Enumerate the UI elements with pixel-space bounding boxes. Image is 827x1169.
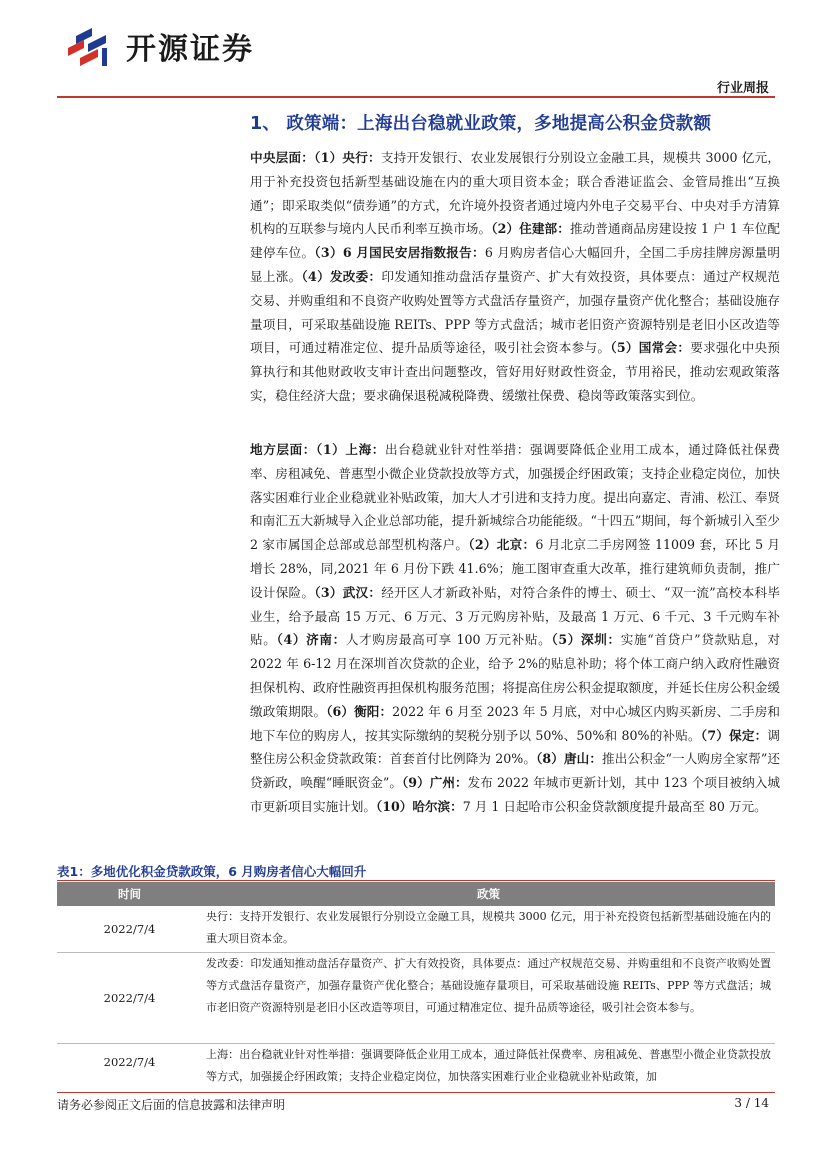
table-title-divider (57, 880, 775, 881)
baoding-label: （7）保定： (700, 727, 768, 743)
beijing-label: （2）北京： (468, 537, 536, 553)
state-council-label: （5）国常会： (610, 340, 691, 356)
brand-mark-icon (62, 22, 114, 70)
guangzhou-label: （9）广州： (401, 775, 468, 791)
table-cell-date: 2022/7/4 (103, 922, 156, 936)
report-type: 行业周报 (716, 81, 769, 96)
section-title: 1、 政策端：上海出台稳就业政策，多地提高公积金贷款额 (250, 114, 712, 134)
table-cell-date: 2022/7/4 (103, 991, 156, 1005)
table-row (57, 953, 775, 1044)
jinan-label: （4）济南： (276, 632, 346, 648)
brand-name: 开源证券 (126, 32, 254, 67)
housing-index-label: （3）6 月国民安居指数报告： (314, 245, 485, 261)
table-header-date: 时间 (118, 887, 141, 901)
table-cell-policy: 上海：出台稳就业针对性举措：强调要降低企业用工成本，通过降低社保费率、房租减免、普惠型小微企业贷款投放等方式，加强援企纾困政策；支持企业稳定岗位，加快落实困难行业企业稳就业补贴政策，加 (206, 1048, 771, 1083)
table-header-policy: 政策 (477, 887, 500, 901)
central-pboc-text: 支持开发银行、农业发展银行分别设立金融工具，规模共 3000 亿元，用于补充投资包括新型基础设施在内的重大项目资本金；联合香港证监会、金管局推出“互换通”；即采取类似“债券通”的方式，允许境外投资者通过境内外电子交易平台、中央对手方清算机构的互联参与境内人民币利率互换市场。 (250, 150, 780, 237)
harbin-text: 7 月 1 日起哈市公积金贷款额度提升最高至 80 万元。 (462, 798, 767, 814)
guangzhou-text: 发布 2022 年城市更新计划，其中 123 个项目被纳入城市更新项目实施计划。 (250, 775, 780, 814)
shanghai-label: 地方层面：（1）上海： (250, 442, 385, 457)
jinan-text: 人才购房最高可享 100 万元补贴。 (345, 632, 552, 648)
tangshan-label: （8）唐山： (536, 751, 603, 767)
tangshan-text: 推出公积金“一人购房全家帮”还贷新政，唤醒“睡眠资金”。 (250, 751, 780, 791)
wuhan-text: 经开区人才新政补贴，对符合条件的博士、硕士、“双一流”高校本科毕业生，给予最高 15 万元、6 万元、3 万元购房补贴，及最高 1 万元、6 千元、3 千元购车补贴。 (250, 584, 780, 648)
table-cell-date: 2022/7/4 (103, 1055, 156, 1069)
shenzhen-text: 实施“首贷户”贷款贴息，对 2022 年 6-12 月在深圳首次贷款的企业，给予 2%的贴息补助；将个体工商户纳入政府性融资担保机构、政府性融资再担保机构服务范围；将提高住房公积金提取额度，并延长住房公积金缓缴政策期限。 (250, 632, 781, 719)
brand-logo (62, 22, 254, 70)
mohurd-text: 推动普通商品房建设按 1 户 1 车位配建停车位。 (250, 221, 780, 261)
baoding-text: 调整住房公积金贷款政策：首套首付比例降为 20%。 (250, 727, 781, 767)
ndrc-label: （4）发改委： (301, 268, 382, 284)
harbin-label: （10）哈尔滨： (375, 798, 463, 814)
footer-disclaimer: 请务必参阅正文后面的信息披露和法律声明 (57, 1098, 286, 1112)
footer-divider (57, 1092, 775, 1093)
table-cell-policy: 发改委：印发通知推动盘活存量资产、扩大有效投资，具体要点：通过产权规范交易、并购重组和不良资产收购处置等方式盘活存量资产，加强存量资产优化整合；基础设施存量项目，可采取基础设施 REITs、PPP 等方式盘活；城市老旧资产资源特别是老旧小区改造等项目，可通过精准定位、提升品质等途径，吸引社会资本参与。 (206, 957, 771, 1014)
ndrc-text: 印发通知推动盘活存量资产、扩大有效投资，具体要点：通过产权规范交易、并购重组和不良资产收购处置等方式盘活存量资产，加强存量资产优化整合；基础设施存量项目，可采取基础设施 REITs、PPP 等方式盘活；城市老旧资产资源特别是老旧小区改造等项目，可通过精准定位、提升品质等途径，吸引社会资本参与。 (250, 268, 780, 356)
hengyang-text: 2022 年 6 月至 2023 年 5 月底，对中心城区内购买新房、二手房和地下车位的购房人，按其实际缴纳的契税分别予以 50%、50%和 80%的补贴。 (250, 703, 780, 743)
shenzhen-label: （5）深圳： (551, 632, 621, 648)
shanghai-text: 出台稳就业针对性举措：强调要降低企业用工成本，通过降低社保费率、房租减免、普惠型小微企业贷款投放等方式，加强援企纾困政策；支持企业稳定岗位，加快落实困难行业企业稳就业补贴政策，加大人才引进和支持力度。提出向嘉定、青浦、松江、奉贤和南汇五大新城导入企业总部功能，提升新城综合功能能级。“十四五”期间，每个新城引入至少 2 家市属国企总部或总部型机构落户。 (250, 442, 781, 553)
hengyang-label: （6）衡阳： (326, 703, 393, 719)
header-divider (57, 96, 775, 98)
housing-index-text: 6 月购房者信心大幅回升，全国二手房挂牌房源量明显上涨。 (250, 245, 780, 284)
local-policy-paragraph (250, 438, 780, 819)
table-cell-policy: 央行：支持开发银行、农业发展银行分别设立金融工具，规模共 3000 亿元，用于补充投资包括新型基础设施在内的重大项目资本金。 (206, 910, 771, 945)
table-row (57, 906, 775, 953)
state-council-text: 要求强化中央预算执行和其他财政收支审计查出问题整改，管好用好财政性资金，节用裕民，推动宏观政策落实，稳住经济大盘；要求确保退税减税降费、缓缴社保费、稳岗等政策落实到位。 (250, 340, 780, 403)
mohurd-label: （2）住建部： (491, 221, 570, 237)
page-number: 3 / 14 (734, 1096, 769, 1110)
central-label: 中央层面：（1）央行： (250, 150, 381, 165)
policy-table (57, 882, 775, 1088)
table-header-row (57, 882, 775, 906)
central-policy-paragraph (250, 146, 780, 408)
table-title: 表1：多地优化积金贷款政策，6 月购房者信心大幅回升 (57, 864, 367, 879)
wuhan-label: （3）武汉： (314, 584, 382, 600)
beijing-text: 6 月北京二手房网签 11009 套，环比 5 月增长 28%，同,2021 年 6 月份下跌 41.6%；施工图审查重大改革，推行建筑师负责制，推广设计保险。 (250, 537, 780, 600)
table-row (57, 1044, 775, 1088)
